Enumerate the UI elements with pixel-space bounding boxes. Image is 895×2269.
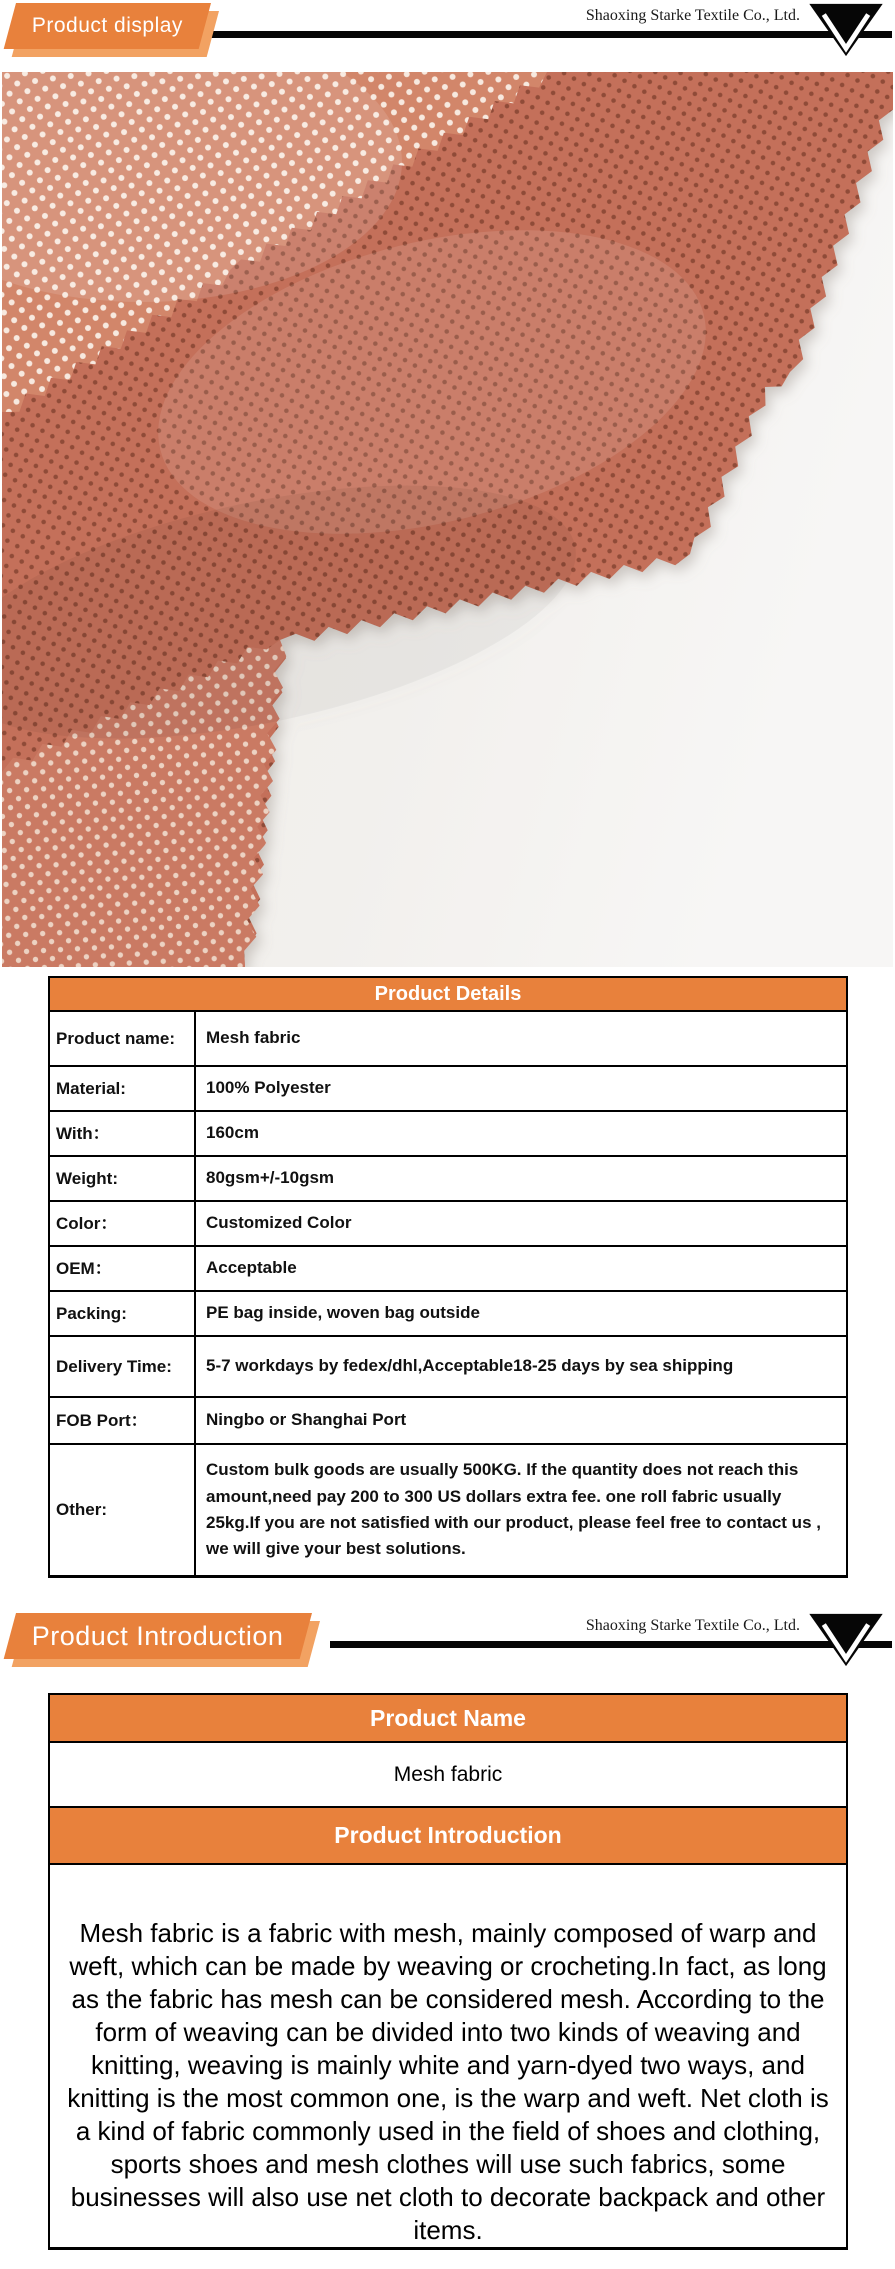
row-value: Customized Color <box>206 1213 352 1233</box>
banner-title: Product display <box>31 14 183 37</box>
row-label: Material: <box>50 1067 196 1110</box>
table-row <box>50 1292 846 1337</box>
row-value: 100% Polyester <box>206 1078 331 1098</box>
table-row <box>50 1067 846 1112</box>
product-display-banner <box>16 3 211 49</box>
banner-shape <box>4 3 211 49</box>
row-label: OEM： <box>50 1247 196 1290</box>
table-row <box>50 1012 846 1067</box>
company-name: Shaoxing Starke Textile Co., Ltd. <box>585 7 800 24</box>
row-label: Product name: <box>50 1012 196 1065</box>
row-label: With： <box>50 1112 196 1155</box>
table-row <box>50 1247 846 1292</box>
row-label: Other: <box>50 1445 196 1575</box>
product-photo-mesh-fabric <box>2 72 893 967</box>
company-name: Shaoxing Starke Textile Co., Ltd. <box>585 1617 800 1634</box>
product-details-table <box>48 976 848 1578</box>
banner-title: Product Introduction <box>31 1620 284 1651</box>
product-introduction-table <box>48 1693 848 2250</box>
header-product-display <box>0 0 895 72</box>
product-introduction-banner <box>16 1613 312 1659</box>
row-label: FOB Port： <box>50 1398 196 1443</box>
brand-triangle-logo-icon <box>806 1612 886 1668</box>
row-value: 80gsm+/-10gsm <box>206 1168 335 1188</box>
brand-triangle-logo-icon <box>806 2 886 58</box>
banner-shape <box>4 1613 312 1659</box>
product-introduction-text: Mesh fabric is a fabric with mesh, mainly composed of warp and weft, which can be made by weaving or crocheting.In fact, as long as the fabric has mesh can be considered mesh. According to the form of weaving can be divided into two kinds of weaving and knitting, weaving is mainly white and yarn-dyed two ways, and knitting is the most common one, is the warp and weft. Net cloth is a kind of fabric commonly used in the field of shoes and clothing, sports shoes and mesh clothes will use such fabrics, some businesses will also use net cloth to decorate backpack and other items. <box>67 1918 829 2245</box>
product-name-title: Product Name <box>50 1695 846 1743</box>
row-label: Packing: <box>50 1292 196 1335</box>
product-name-value: Mesh fabric <box>50 1743 846 1808</box>
row-label: Color： <box>50 1202 196 1245</box>
table-row <box>50 1445 846 1575</box>
row-value: Mesh fabric <box>206 1028 301 1048</box>
details-table-title: Product Details <box>50 978 846 1012</box>
row-value: 160cm <box>206 1123 259 1143</box>
row-value: 5-7 workdays by fedex/dhl,Acceptable18-25 days by sea shipping <box>206 1356 734 1376</box>
product-introduction-title: Product Introduction <box>50 1808 846 1865</box>
table-row <box>50 1112 846 1157</box>
table-row <box>50 1398 846 1445</box>
table-row <box>50 1337 846 1398</box>
table-row <box>50 1202 846 1247</box>
row-label: Weight: <box>50 1157 196 1200</box>
header-divider-line <box>205 31 892 38</box>
table-row <box>50 1157 846 1202</box>
row-value: Custom bulk goods are usually 500KG. If the quantity does not reach this amount,need pay 200 to 300 US dollars extra fee. one roll fabric usually 25kg.If you are not satisfied with our product, please feel free to contact us , we will give your best solutions. <box>206 1460 821 1559</box>
header-product-introduction <box>0 1610 895 1682</box>
row-value: Ningbo or Shanghai Port <box>206 1410 407 1430</box>
row-value: Acceptable <box>206 1258 297 1278</box>
row-value: PE bag inside, woven bag outside <box>206 1303 480 1323</box>
row-label: Delivery Time: <box>50 1337 196 1396</box>
